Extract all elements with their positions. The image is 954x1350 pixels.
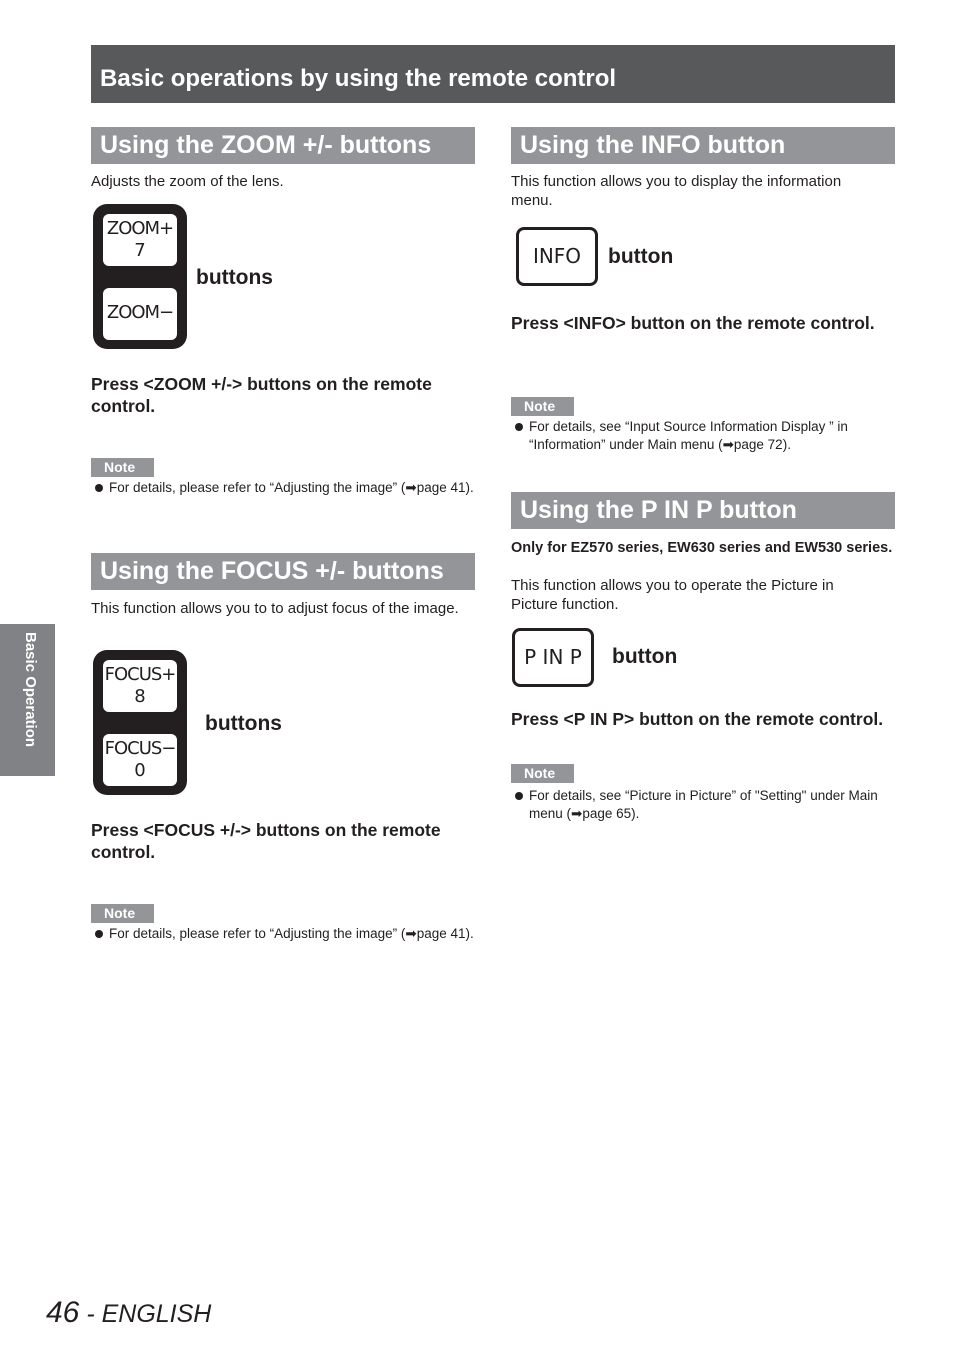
pinp-series-note: Only for EZ570 series, EW630 series and EW530 series. — [511, 540, 893, 556]
bullet-icon — [95, 484, 103, 492]
info-instruction: Press <INFO> button on the remote control. — [511, 313, 875, 333]
focus-plus-key-label: FOCUS+ — [104, 664, 176, 685]
zoom-description: Adjusts the zoom of the lens. — [91, 173, 284, 190]
info-note-text: For details, see “Input Source Information Display ” in “Information” under Main menu (➡page 72). — [529, 419, 848, 452]
page-footer — [46, 1296, 211, 1330]
pinp-instruction: Press <P IN P> button on the remote control. — [511, 709, 884, 729]
focus-plus-key-number: 8 — [134, 686, 146, 707]
page-language: - ENGLISH — [79, 1300, 212, 1328]
pinp-description: This function allows you to operate the Picture in Picture function. — [511, 577, 834, 613]
info-note-tag: Note — [511, 397, 574, 416]
info-heading: Using the INFO button — [511, 127, 895, 164]
zoom-plus-key — [103, 214, 177, 266]
zoom-buttons-label: buttons — [196, 266, 273, 289]
info-note — [529, 418, 899, 454]
bullet-icon — [515, 423, 523, 431]
focus-note-tag: Note — [91, 904, 154, 923]
focus-remote-illustration — [93, 650, 187, 795]
page-banner: Basic operations by using the remote control — [91, 45, 895, 103]
side-tab — [0, 624, 55, 776]
pinp-note-text: For details, see “Picture in Picture” of "Setting" under Main menu (➡page 65). — [529, 788, 878, 821]
focus-instruction: Press <FOCUS +/-> buttons on the remote control. — [91, 820, 441, 862]
focus-plus-key — [103, 660, 177, 712]
bullet-icon — [515, 792, 523, 800]
focus-buttons-label: buttons — [205, 712, 282, 735]
focus-note — [109, 925, 479, 943]
pinp-note — [529, 787, 899, 823]
info-description: This function allows you to display the information menu. — [511, 173, 842, 209]
side-tab-label: Basic Operation — [22, 632, 39, 748]
zoom-plus-key-label: ZOOM+ — [106, 218, 174, 239]
pinp-note-tag: Note — [511, 764, 574, 783]
zoom-heading: Using the ZOOM +/- buttons — [91, 127, 475, 164]
focus-minus-key-number: 0 — [134, 760, 146, 781]
page-number: 46 — [46, 1296, 80, 1329]
zoom-note — [109, 479, 479, 497]
zoom-note-tag: Note — [91, 458, 154, 477]
info-key-illustration: INFO — [516, 227, 598, 286]
bullet-icon — [95, 930, 103, 938]
focus-description: This function allows you to to adjust focus of the image. — [91, 600, 459, 617]
info-button-label: button — [608, 245, 674, 268]
pinp-button-label: button — [612, 645, 678, 668]
zoom-minus-key — [103, 288, 177, 340]
zoom-plus-key-number: 7 — [134, 240, 146, 261]
zoom-remote-illustration — [93, 204, 187, 349]
zoom-instruction: Press <ZOOM +/-> buttons on the remote control. — [91, 374, 432, 416]
focus-heading: Using the FOCUS +/- buttons — [91, 553, 475, 590]
zoom-minus-key-label: ZOOM− — [106, 302, 174, 323]
zoom-note-text: For details, please refer to “Adjusting the image” (➡page 41). — [109, 480, 474, 495]
focus-note-text: For details, please refer to “Adjusting the image” (➡page 41). — [109, 926, 474, 941]
focus-minus-key — [103, 734, 177, 786]
pinp-key-illustration: P IN P — [512, 628, 594, 687]
focus-minus-key-label: FOCUS− — [104, 738, 176, 759]
pinp-heading: Using the P IN P button — [511, 492, 895, 529]
